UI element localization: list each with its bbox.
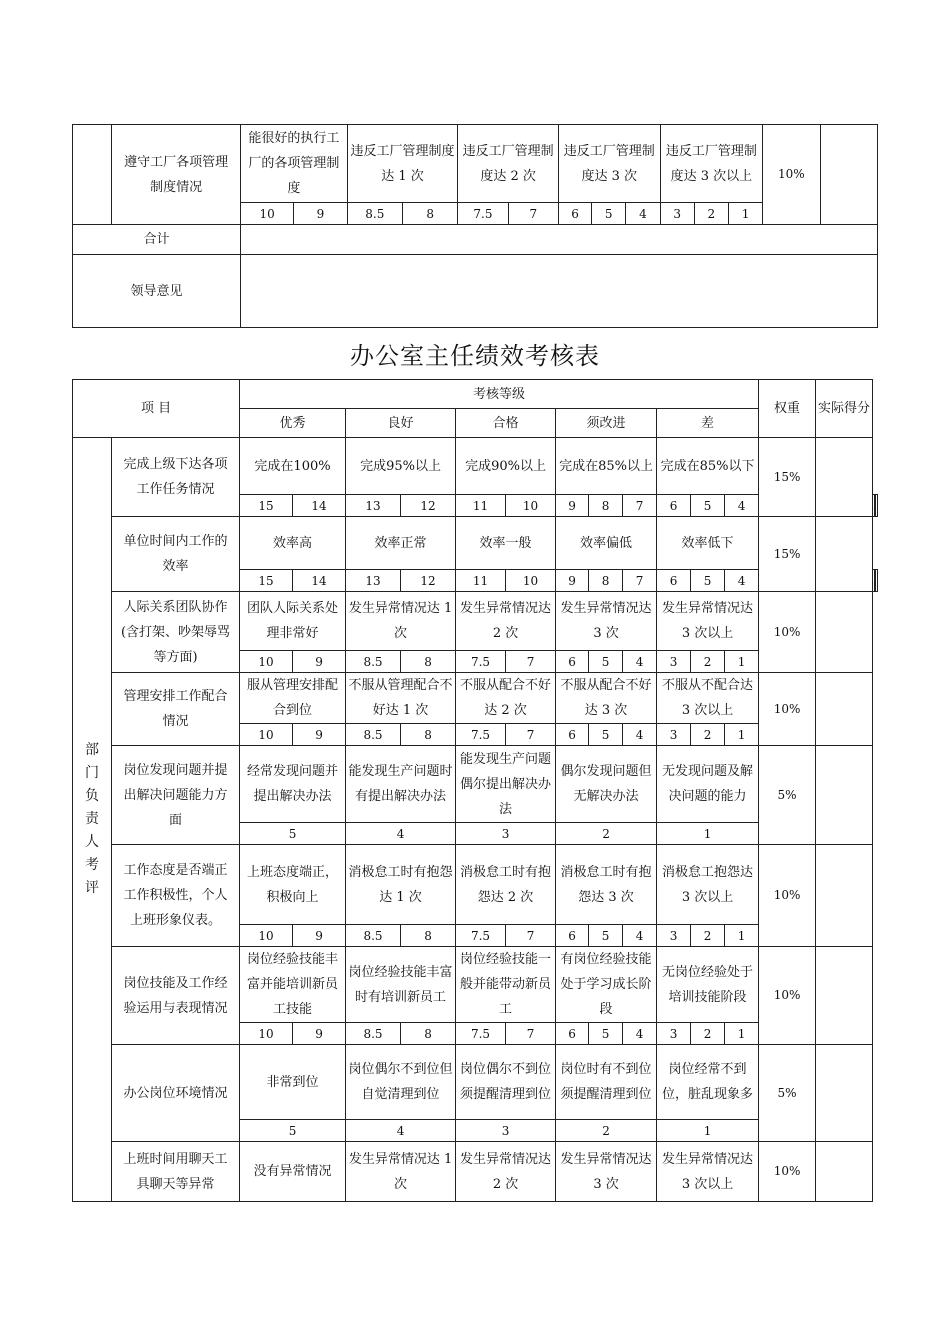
group-cell-empty bbox=[73, 125, 112, 225]
score-value: 10 bbox=[241, 203, 294, 225]
item-label: 工作态度是否端正工作积极性，个人上班形象仪表。 bbox=[112, 845, 240, 947]
score-value: 1 bbox=[657, 1120, 759, 1142]
score-value: 9 bbox=[293, 925, 346, 947]
score-value: 4 bbox=[725, 495, 759, 517]
header-level: 差 bbox=[657, 409, 759, 438]
score-value: 6 bbox=[657, 570, 691, 592]
level-desc: 发生异常情况达 1 次 bbox=[346, 1142, 456, 1202]
level-desc: 效率高 bbox=[240, 517, 346, 570]
total-value-cell[interactable] bbox=[241, 225, 878, 255]
score-value: 12 bbox=[401, 495, 456, 517]
score-value: 4 bbox=[626, 203, 660, 225]
score-value: 2 bbox=[691, 925, 725, 947]
weight-cell: 15% bbox=[759, 438, 816, 517]
weight-cell: 10% bbox=[759, 592, 816, 673]
score-value: 4 bbox=[623, 925, 657, 947]
score-value: 3 bbox=[657, 1023, 691, 1045]
score-value: 4 bbox=[623, 651, 657, 673]
level-desc: 发生异常情况达 3 次 bbox=[556, 592, 657, 651]
score-value: 6 bbox=[556, 724, 589, 746]
actual-score-cell[interactable] bbox=[820, 125, 877, 225]
score-value: 2 bbox=[694, 203, 728, 225]
header-grade: 考核等级 bbox=[240, 380, 759, 409]
score-value: 5 bbox=[589, 1023, 623, 1045]
level-desc: 完成在85%以下 bbox=[657, 438, 759, 495]
level-desc: 岗位时有不到位须提醒清理到位 bbox=[556, 1045, 657, 1120]
score-value: 4 bbox=[346, 1120, 456, 1142]
score-value: 11 bbox=[456, 495, 506, 517]
level-desc: 效率偏低 bbox=[556, 517, 657, 570]
score-value: 9 bbox=[293, 651, 346, 673]
score-value: 10 bbox=[506, 495, 556, 517]
score-value: 9 bbox=[556, 570, 589, 592]
score-value: 7.5 bbox=[456, 1023, 506, 1045]
score-value: 7.5 bbox=[456, 925, 506, 947]
level-desc: 违反工厂管理制度达 1 次 bbox=[347, 125, 458, 203]
score-value: 3 bbox=[657, 925, 691, 947]
score-value: 6 bbox=[657, 495, 691, 517]
item-label: 单位时间内工作的效率 bbox=[112, 517, 240, 592]
level-desc: 消极怠工时有抱怨达 1 次 bbox=[346, 845, 456, 925]
score-value: 5 bbox=[691, 570, 725, 592]
score-value: 10 bbox=[506, 570, 556, 592]
score-value: 10 bbox=[240, 651, 293, 673]
score-value: 3 bbox=[456, 1120, 556, 1142]
score-value: 4 bbox=[623, 1023, 657, 1045]
item-label: 办公岗位环境情况 bbox=[112, 1045, 240, 1142]
level-desc: 不服从配合不好达 2 次 bbox=[456, 673, 556, 724]
score-value: 8 bbox=[401, 925, 456, 947]
score-value: 2 bbox=[556, 823, 657, 845]
score-value: 1 bbox=[728, 203, 762, 225]
performance-table bbox=[72, 379, 878, 1202]
weight-cell: 10% bbox=[759, 947, 816, 1045]
level-desc: 效率低下 bbox=[657, 517, 759, 570]
score-value: 6 bbox=[556, 651, 589, 673]
level-desc: 岗位偶尔不到位但自觉清理到位 bbox=[346, 1045, 456, 1120]
level-desc: 消极怠工时有抱怨达 2 次 bbox=[456, 845, 556, 925]
level-desc: 岗位经验技能一般并能带动新员工 bbox=[456, 947, 556, 1023]
level-desc: 效率正常 bbox=[346, 517, 456, 570]
header-item: 项 目 bbox=[73, 380, 240, 438]
score-value: 2 bbox=[691, 1023, 725, 1045]
score-value: 15 bbox=[240, 570, 293, 592]
score-value: 3 bbox=[660, 203, 694, 225]
score-value: 5 bbox=[589, 724, 623, 746]
score-value: 11 bbox=[456, 570, 506, 592]
actual-score-cell[interactable] bbox=[816, 746, 873, 845]
level-desc: 发生异常情况达 3 次 bbox=[556, 1142, 657, 1202]
header-level: 良好 bbox=[346, 409, 456, 438]
level-desc: 有岗位经验技能处于学习成长阶段 bbox=[556, 947, 657, 1023]
level-desc: 岗位经常不到位，脏乱现象多 bbox=[657, 1045, 759, 1120]
level-desc: 消极怠工抱怨达 3 次以上 bbox=[657, 845, 759, 925]
page-title: 办公室主任绩效考核表 bbox=[350, 342, 600, 370]
level-desc: 不服从配合不好达 3 次 bbox=[556, 673, 657, 724]
level-desc: 发生异常情况达 2 次 bbox=[456, 592, 556, 651]
item-label: 人际关系团队协作(含打架、吵架辱骂等方面) bbox=[112, 592, 240, 673]
leader-opinion-label: 领导意见 bbox=[73, 255, 241, 328]
actual-score-cell[interactable] bbox=[816, 438, 873, 517]
score-value: 10 bbox=[240, 925, 293, 947]
score-value: 1 bbox=[657, 823, 759, 845]
score-value: 1 bbox=[725, 724, 759, 746]
level-desc: 没有异常情况 bbox=[240, 1142, 346, 1202]
header-actual-score: 实际得分 bbox=[816, 380, 873, 438]
score-value bbox=[876, 495, 878, 517]
score-value: 3 bbox=[456, 823, 556, 845]
score-value: 7.5 bbox=[456, 724, 506, 746]
score-value: 7 bbox=[623, 570, 657, 592]
level-desc: 非常到位 bbox=[240, 1045, 346, 1120]
level-desc: 团队人际关系处理非常好 bbox=[240, 592, 346, 651]
level-desc: 完成在85%以上 bbox=[556, 438, 657, 495]
score-value: 7 bbox=[506, 724, 556, 746]
weight-cell: 10% bbox=[763, 125, 820, 225]
group-label-text: 部门负责人考评 bbox=[85, 742, 99, 896]
score-value: 8.5 bbox=[346, 724, 401, 746]
score-value: 5 bbox=[240, 1120, 346, 1142]
score-value: 7 bbox=[623, 495, 657, 517]
level-desc: 无岗位经验处于培训技能阶段 bbox=[657, 947, 759, 1023]
score-value: 4 bbox=[346, 823, 456, 845]
score-value: 9 bbox=[293, 1023, 346, 1045]
score-value: 13 bbox=[346, 570, 401, 592]
score-value: 7.5 bbox=[458, 203, 508, 225]
score-value: 8 bbox=[401, 724, 456, 746]
level-desc: 发生异常情况达 2 次 bbox=[456, 1142, 556, 1202]
actual-score-cell[interactable] bbox=[816, 1045, 873, 1142]
item-label: 岗位发现问题并提出解决问题能力方面 bbox=[112, 746, 240, 845]
level-desc: 服从管理安排配合到位 bbox=[240, 673, 346, 724]
score-value: 13 bbox=[346, 495, 401, 517]
group-label bbox=[73, 438, 112, 1202]
score-value: 5 bbox=[589, 651, 623, 673]
weight-cell: 10% bbox=[759, 673, 816, 746]
level-desc: 经常发现问题并提出解决办法 bbox=[240, 746, 346, 823]
score-value: 4 bbox=[623, 724, 657, 746]
level-desc: 发生异常情况达 3 次以上 bbox=[657, 592, 759, 651]
level-desc: 完成在100% bbox=[240, 438, 346, 495]
score-value: 14 bbox=[293, 570, 346, 592]
score-value: 8 bbox=[589, 570, 623, 592]
score-value: 5 bbox=[592, 203, 626, 225]
score-value: 10 bbox=[240, 724, 293, 746]
actual-score-cell[interactable] bbox=[816, 592, 873, 673]
score-value: 7 bbox=[506, 651, 556, 673]
weight-cell: 5% bbox=[759, 1045, 816, 1142]
level-desc: 岗位偶尔不到位须提醒清理到位 bbox=[456, 1045, 556, 1120]
item-label: 完成上级下达各项工作任务情况 bbox=[112, 438, 240, 517]
level-desc: 上班态度端正，积极向上 bbox=[240, 845, 346, 925]
level-desc: 违反工厂管理制度达 3 次以上 bbox=[660, 125, 763, 203]
score-value: 12 bbox=[401, 570, 456, 592]
score-value bbox=[876, 570, 878, 592]
score-value: 8 bbox=[589, 495, 623, 517]
leader-opinion-cell[interactable] bbox=[241, 255, 878, 328]
score-value: 6 bbox=[556, 1023, 589, 1045]
score-value: 2 bbox=[691, 724, 725, 746]
header-level: 优秀 bbox=[240, 409, 346, 438]
score-value: 2 bbox=[691, 651, 725, 673]
level-desc: 发生异常情况达 3 次以上 bbox=[657, 1142, 759, 1202]
level-desc: 能很好的执行工厂的各项管理制度 bbox=[241, 125, 348, 203]
score-value: 4 bbox=[725, 570, 759, 592]
item-label: 上班时间用聊天工具聊天等异常 bbox=[112, 1142, 240, 1202]
score-value: 7 bbox=[508, 203, 558, 225]
level-desc: 违反工厂管理制度达 3 次 bbox=[558, 125, 660, 203]
score-value: 9 bbox=[294, 203, 347, 225]
header-weight: 权重 bbox=[759, 380, 816, 438]
item-label: 岗位技能及工作经验运用与表现情况 bbox=[112, 947, 240, 1045]
actual-score-cell[interactable] bbox=[816, 673, 873, 746]
previous-page-table bbox=[72, 124, 878, 328]
score-value: 9 bbox=[293, 724, 346, 746]
level-desc: 岗位经验技能丰富并能培训新员工技能 bbox=[240, 947, 346, 1023]
score-value: 3 bbox=[657, 724, 691, 746]
level-desc: 岗位经验技能丰富时有培训新员工 bbox=[346, 947, 456, 1023]
score-value: 1 bbox=[725, 1023, 759, 1045]
score-value: 8 bbox=[402, 203, 457, 225]
actual-score-cell[interactable] bbox=[816, 1142, 873, 1202]
score-value: 15 bbox=[240, 495, 293, 517]
level-desc: 违反工厂管理制度达 2 次 bbox=[458, 125, 559, 203]
score-value: 7 bbox=[506, 1023, 556, 1045]
score-value: 7.5 bbox=[456, 651, 506, 673]
score-value: 8.5 bbox=[346, 925, 401, 947]
total-label: 合计 bbox=[73, 225, 241, 255]
score-value: 3 bbox=[657, 651, 691, 673]
score-value: 1 bbox=[725, 925, 759, 947]
score-value: 5 bbox=[691, 495, 725, 517]
actual-score-cell[interactable] bbox=[816, 947, 873, 1045]
weight-cell: 10% bbox=[759, 1142, 816, 1202]
level-desc: 效率一般 bbox=[456, 517, 556, 570]
level-desc: 完成90%以上 bbox=[456, 438, 556, 495]
weight-cell: 15% bbox=[759, 517, 816, 592]
score-value: 8.5 bbox=[346, 1023, 401, 1045]
level-desc: 不服从不配合达 3 次以上 bbox=[657, 673, 759, 724]
score-value: 2 bbox=[556, 1120, 657, 1142]
level-desc: 能发现生产问题偶尔提出解决办法 bbox=[456, 746, 556, 823]
header-level: 须改进 bbox=[556, 409, 657, 438]
header-level: 合格 bbox=[456, 409, 556, 438]
score-value: 8.5 bbox=[347, 203, 402, 225]
level-desc: 无发现问题及解决问题的能力 bbox=[657, 746, 759, 823]
score-value: 5 bbox=[240, 823, 346, 845]
item-label: 管理安排工作配合情况 bbox=[112, 673, 240, 746]
score-value: 8 bbox=[401, 651, 456, 673]
score-value: 9 bbox=[556, 495, 589, 517]
level-desc: 偶尔发现问题但无解决办法 bbox=[556, 746, 657, 823]
weight-cell: 10% bbox=[759, 845, 816, 947]
score-value: 1 bbox=[725, 651, 759, 673]
item-label: 遵守工厂各项管理制度情况 bbox=[112, 125, 241, 225]
score-value: 8 bbox=[401, 1023, 456, 1045]
score-value: 6 bbox=[556, 925, 589, 947]
score-value: 5 bbox=[589, 925, 623, 947]
score-value: 6 bbox=[558, 203, 591, 225]
score-value: 14 bbox=[293, 495, 346, 517]
score-value: 10 bbox=[240, 1023, 293, 1045]
level-desc: 完成95%以上 bbox=[346, 438, 456, 495]
actual-score-cell[interactable] bbox=[816, 517, 873, 592]
level-desc: 能发现生产问题时有提出解决办法 bbox=[346, 746, 456, 823]
level-desc: 消极怠工时有抱怨达 3 次 bbox=[556, 845, 657, 925]
score-value: 8.5 bbox=[346, 651, 401, 673]
actual-score-cell[interactable] bbox=[816, 845, 873, 947]
score-value: 7 bbox=[506, 925, 556, 947]
level-desc: 发生异常情况达 1 次 bbox=[346, 592, 456, 651]
weight-cell: 5% bbox=[759, 746, 816, 845]
level-desc: 不服从管理配合不好达 1 次 bbox=[346, 673, 456, 724]
